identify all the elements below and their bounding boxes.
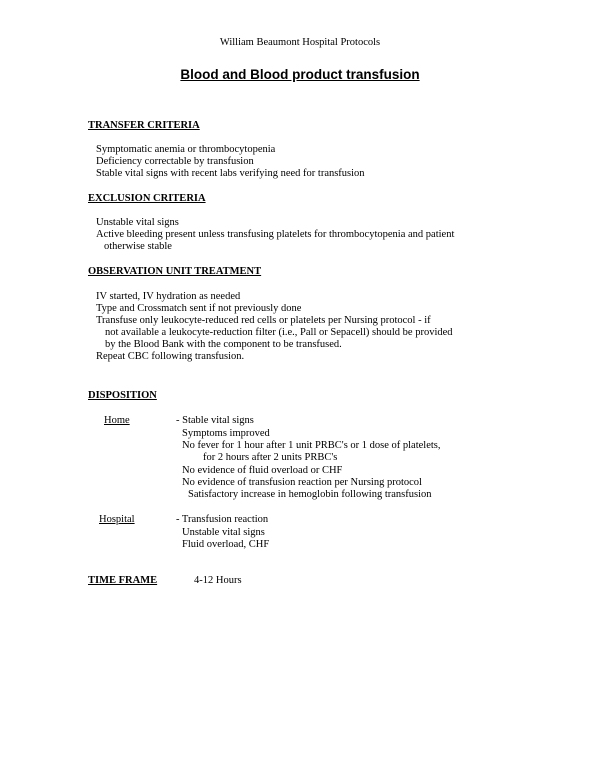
disposition-hospital-item: - Transfusion reaction: [176, 514, 269, 525]
observation-treatment-item: Type and Crossmatch sent if not previously done: [96, 303, 302, 314]
observation-treatment-heading: OBSERVATION UNIT TREATMENT: [88, 266, 262, 277]
page-title: Blood and Blood product transfusion: [180, 67, 420, 82]
exclusion-criteria-heading: EXCLUSION CRITERIA: [88, 193, 206, 204]
disposition-home-item: No evidence of fluid overload or CHF: [182, 465, 343, 476]
observation-treatment-item: Transfuse only leukocyte-reduced red cells or platelets per Nursing protocol - if: [96, 315, 431, 326]
transfer-criteria-item: Deficiency correctable by transfusion: [96, 156, 254, 167]
disposition-hospital-item: Fluid overload, CHF: [182, 539, 270, 550]
disposition-heading: DISPOSITION: [88, 390, 157, 401]
disposition-home-item: Symptoms improved: [182, 428, 270, 439]
time-frame-value: 4-12 Hours: [194, 575, 242, 586]
disposition-home-item: - Stable vital signs: [176, 415, 254, 426]
observation-treatment-item: not available a leukocyte-reduction filter (i.e., Pall or Sepacell) should be provided: [105, 327, 453, 338]
observation-treatment-item: Repeat CBC following transfusion.: [96, 351, 245, 362]
disposition-home-label: Home: [104, 415, 130, 426]
time-frame-heading: TIME FRAME: [88, 575, 158, 586]
page-header: William Beaumont Hospital Protocols: [219, 37, 381, 48]
transfer-criteria-heading: TRANSFER CRITERIA: [88, 120, 200, 131]
transfer-criteria-item: Symptomatic anemia or thrombocytopenia: [96, 144, 276, 155]
disposition-hospital-label: Hospital: [99, 514, 135, 525]
observation-treatment-item: by the Blood Bank with the component to be transfused.: [105, 339, 342, 350]
exclusion-criteria-item: otherwise stable: [104, 241, 172, 252]
disposition-home-item: for 2 hours after 2 units PRBC's: [203, 452, 338, 463]
exclusion-criteria-item: Active bleeding present unless transfusing platelets for thrombocytopenia and patient: [96, 229, 455, 240]
exclusion-criteria-item: Unstable vital signs: [96, 217, 179, 228]
transfer-criteria-item: Stable vital signs with recent labs verifying need for transfusion: [96, 168, 365, 179]
disposition-hospital-item: Unstable vital signs: [182, 527, 265, 538]
disposition-home-item: Satisfactory increase in hemoglobin following transfusion: [188, 489, 432, 500]
disposition-home-item: No evidence of transfusion reaction per Nursing protocol: [182, 477, 422, 488]
disposition-home-item: No fever for 1 hour after 1 unit PRBC's or 1 dose of platelets,: [182, 440, 441, 451]
observation-treatment-item: IV started, IV hydration as needed: [96, 291, 241, 302]
